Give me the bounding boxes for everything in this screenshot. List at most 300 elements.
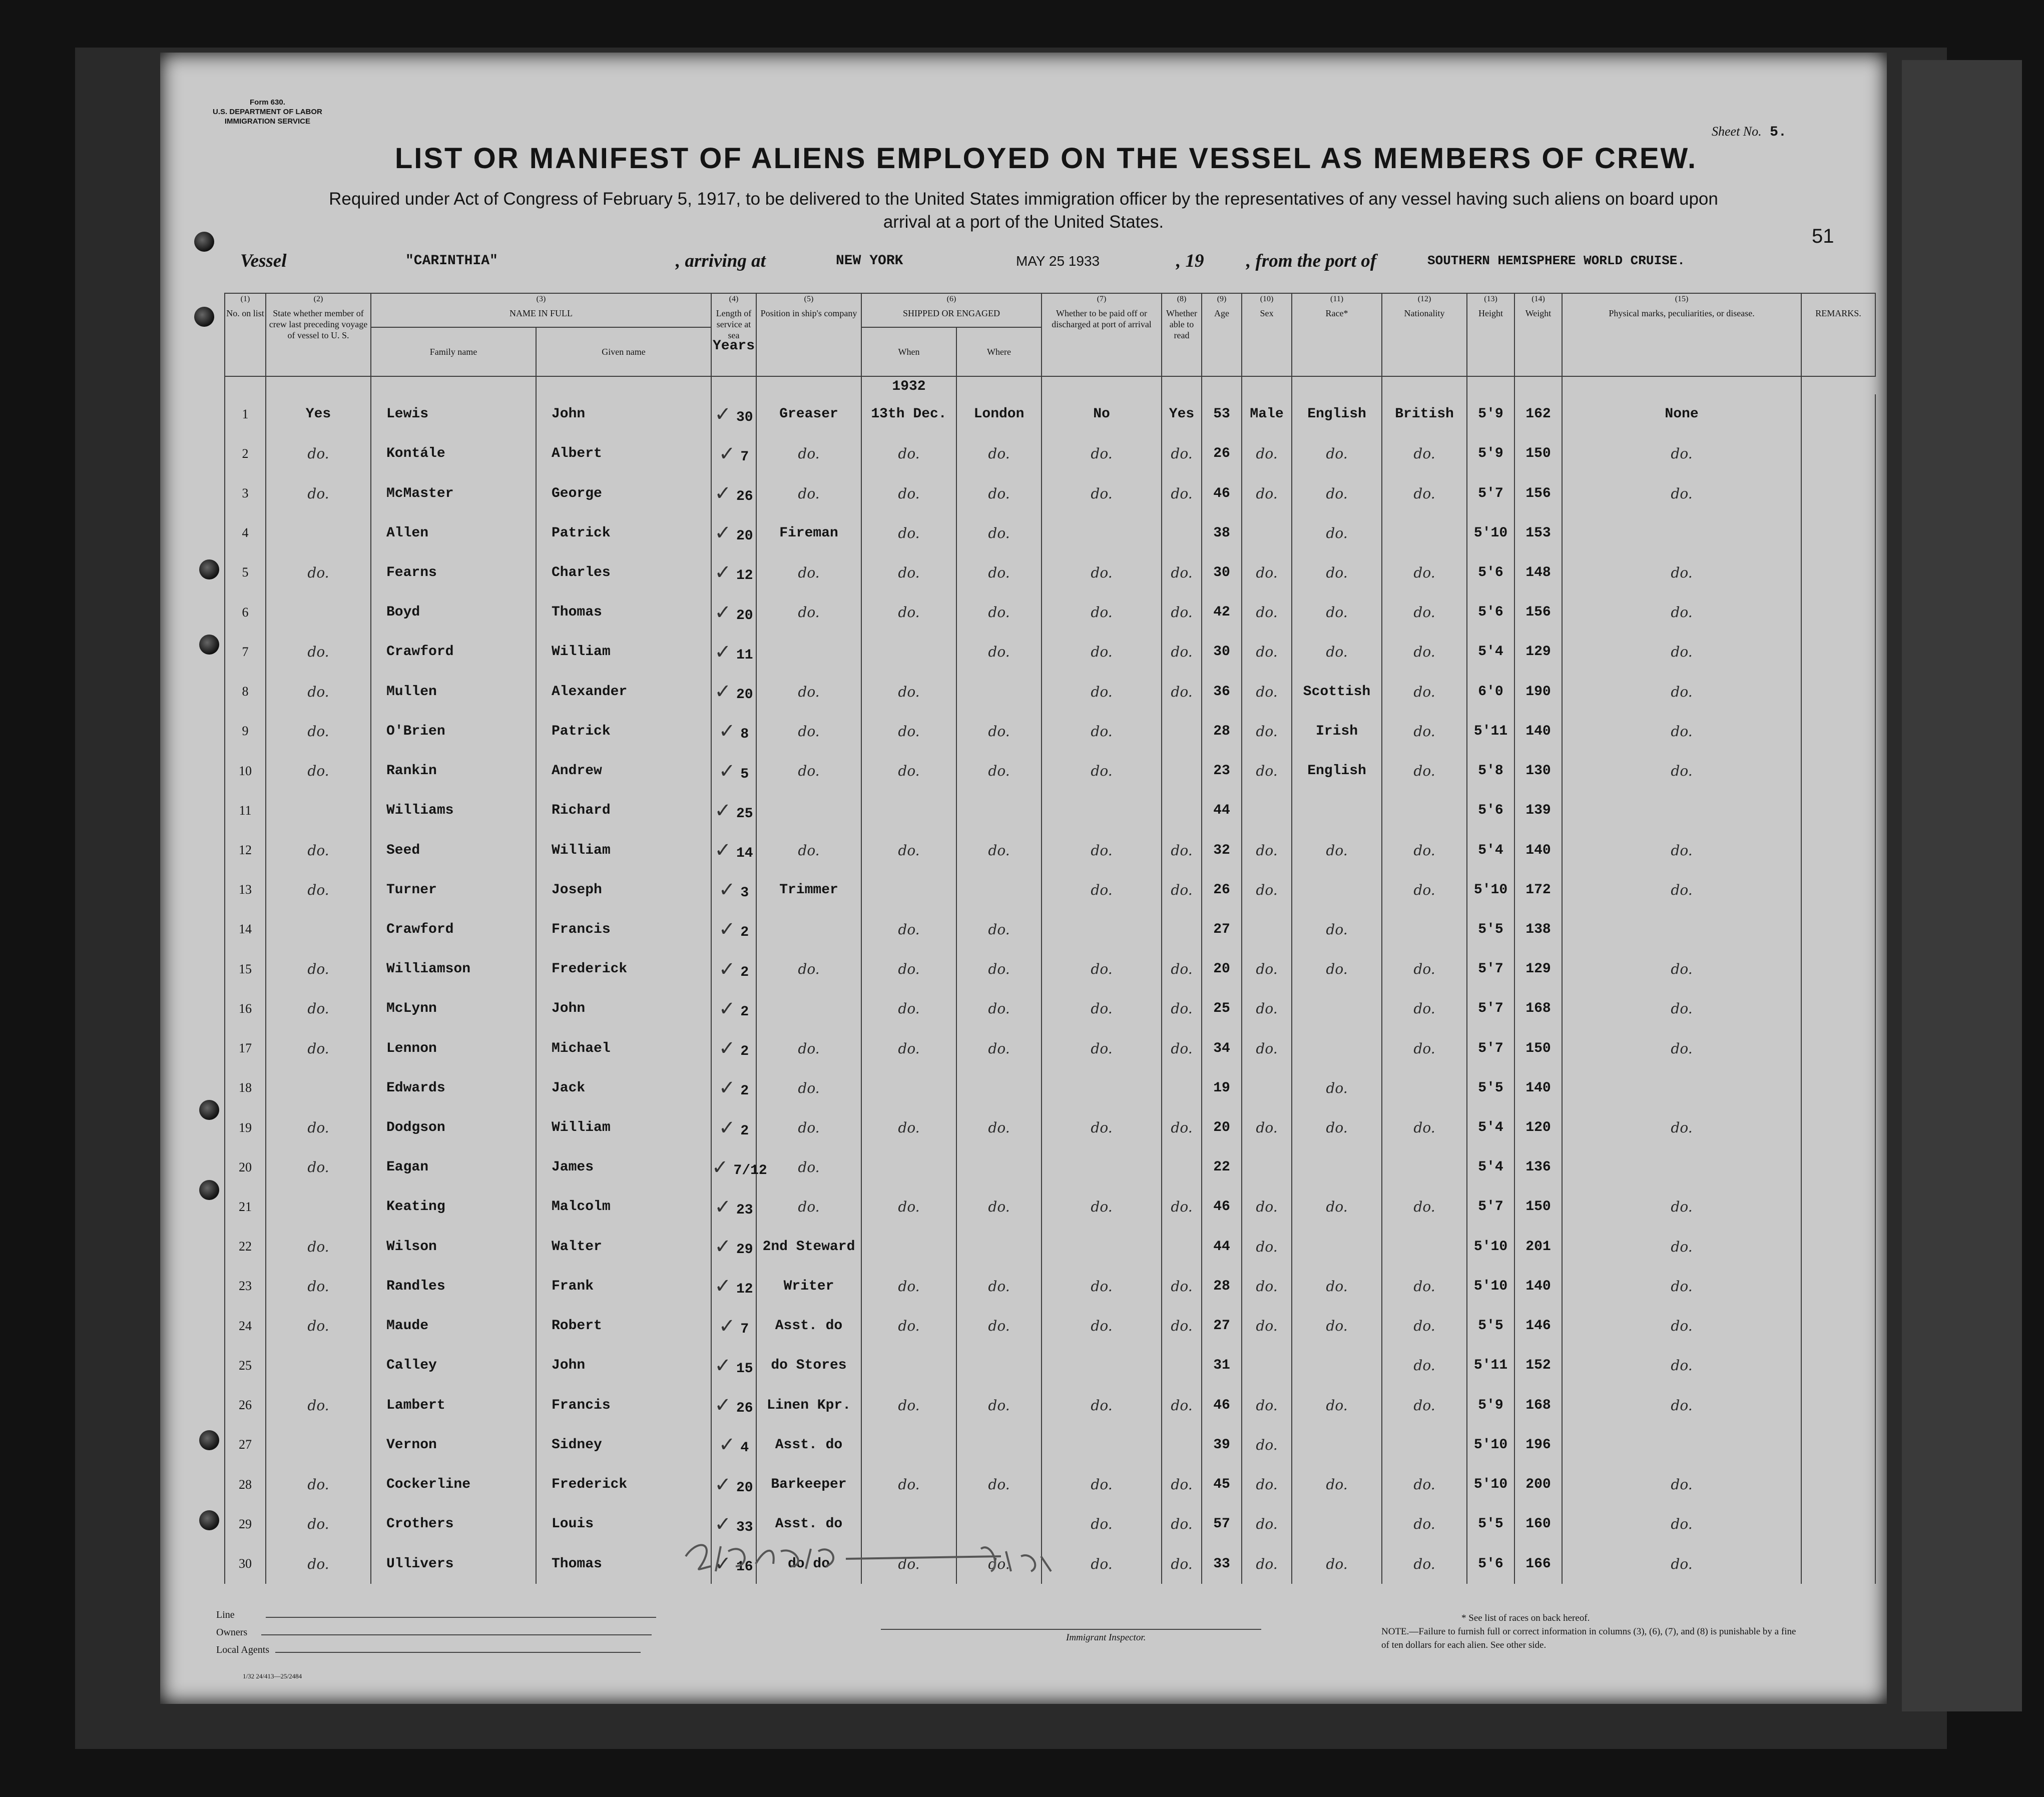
- service-value: 20: [736, 687, 753, 703]
- position-cell: Trimmer: [756, 870, 861, 910]
- prior-voyage-cell: Yes: [266, 394, 371, 434]
- row-number-cell: 29: [225, 1504, 266, 1544]
- sex-cell: do.: [1242, 1306, 1292, 1346]
- prior-voyage-cell: do.: [266, 1267, 371, 1306]
- shipped-where-cell: [956, 870, 1042, 910]
- page-shadow: [1902, 60, 2022, 1711]
- paid-off-cell: [1042, 1346, 1162, 1385]
- paid-off-cell: do.: [1042, 1187, 1162, 1227]
- able-to-read-cell: do.: [1162, 434, 1202, 473]
- shipped-when-cell: [861, 1346, 956, 1385]
- weight-cell: 201: [1514, 1227, 1562, 1267]
- when-header: When: [861, 327, 956, 376]
- shipped-when-cell: do.: [861, 473, 956, 513]
- given-name-cell: Thomas: [536, 1544, 711, 1584]
- check-mark-icon: ✓: [714, 601, 731, 624]
- check-mark-icon: ✓: [714, 1473, 731, 1496]
- able-to-read-cell: [1162, 1147, 1202, 1187]
- given-name-cell: John: [536, 394, 711, 434]
- able-to-read-cell: do.: [1162, 473, 1202, 513]
- physical-marks-cell: do.: [1562, 1267, 1801, 1306]
- shipped-when-cell: do.: [861, 1267, 956, 1306]
- height-cell: 5'4: [1467, 830, 1514, 870]
- line-row: [216, 1606, 656, 1624]
- height-cell: 5'10: [1467, 513, 1514, 553]
- table-row: [225, 1147, 1875, 1187]
- remarks-cell: [1801, 1227, 1875, 1267]
- race-cell: English: [1292, 751, 1382, 791]
- paid-off-cell: No: [1042, 394, 1162, 434]
- page-subtitle: Required under Act of Congress of February 5, 1917, to be delivered to the United States immigration officer by the representatives of any vessel having such aliens on board upon arrival at a port of the United States.: [329, 189, 1718, 232]
- check-mark-icon: ✓: [712, 1155, 729, 1179]
- remarks-cell: [1801, 1108, 1875, 1147]
- physical-marks-cell: [1562, 1425, 1801, 1465]
- vessel-line: [240, 250, 1757, 274]
- shipped-where-cell: do.: [956, 473, 1042, 513]
- paid-off-cell: [1042, 1425, 1162, 1465]
- physical-marks-cell: [1562, 910, 1801, 949]
- form-number: Form 630.: [250, 98, 285, 107]
- shipped-when-cell: do.: [861, 1544, 956, 1584]
- nationality-cell: do.: [1382, 989, 1467, 1028]
- able-to-read-cell: do.: [1162, 1544, 1202, 1584]
- age-cell: 33: [1202, 1544, 1242, 1584]
- nationality-cell: do.: [1382, 672, 1467, 712]
- table-row: [225, 394, 1875, 434]
- age-cell: 20: [1202, 949, 1242, 989]
- age-cell: 53: [1202, 394, 1242, 434]
- prior-voyage-cell: [266, 513, 371, 553]
- prior-voyage-cell: do.: [266, 553, 371, 592]
- position-cell: Barkeeper: [756, 1465, 861, 1504]
- col8-header: (8) Whether able to read: [1162, 293, 1202, 376]
- shipped-when-cell: [861, 1425, 956, 1465]
- col7-header: (7) Whether to be paid off or discharged at port of arrival: [1042, 293, 1162, 376]
- sex-cell: do.: [1242, 632, 1292, 672]
- row-number-cell: 3: [225, 473, 266, 513]
- shipped-when-cell: [861, 791, 956, 830]
- prior-voyage-cell: do.: [266, 712, 371, 751]
- service-value: 30: [736, 409, 753, 425]
- prior-voyage-cell: do.: [266, 830, 371, 870]
- position-cell: do.: [756, 1187, 861, 1227]
- table-row: [225, 1465, 1875, 1504]
- sex-cell: do.: [1242, 870, 1292, 910]
- col12-header: (12) Nationality: [1382, 293, 1467, 376]
- shipped-when-cell: 13th Dec.: [861, 394, 956, 434]
- race-cell: do.: [1292, 910, 1382, 949]
- remarks-cell: [1801, 632, 1875, 672]
- age-cell: 22: [1202, 1147, 1242, 1187]
- inspector-line: [881, 1629, 1261, 1630]
- age-cell: 27: [1202, 910, 1242, 949]
- table-row: [225, 870, 1875, 910]
- height-cell: 5'5: [1467, 1306, 1514, 1346]
- height-cell: 5'9: [1467, 1385, 1514, 1425]
- check-mark-icon: ✓: [714, 1394, 731, 1417]
- weight-cell: 168: [1514, 989, 1562, 1028]
- race-cell: [1292, 870, 1382, 910]
- service-value: 33: [736, 1519, 753, 1535]
- sex-cell: do.: [1242, 1267, 1292, 1306]
- row-number-cell: 22: [225, 1227, 266, 1267]
- paid-off-cell: [1042, 1068, 1162, 1108]
- physical-marks-cell: do.: [1562, 712, 1801, 751]
- table-row: [225, 989, 1875, 1028]
- sheet-label: Sheet No.: [1712, 124, 1762, 139]
- age-cell: 46: [1202, 1385, 1242, 1425]
- race-cell: do.: [1292, 830, 1382, 870]
- check-mark-icon: ✓: [714, 1512, 731, 1536]
- service-value: 26: [736, 489, 753, 505]
- weight-cell: 162: [1514, 394, 1562, 434]
- physical-marks-cell: do.: [1562, 949, 1801, 989]
- service-value: 14: [736, 846, 753, 862]
- paid-off-cell: do.: [1042, 949, 1162, 989]
- shipped-where-cell: do.: [956, 513, 1042, 553]
- position-cell: [756, 791, 861, 830]
- table-row: [225, 1267, 1875, 1306]
- shipped-where-cell: [956, 1425, 1042, 1465]
- shipped-when-cell: [861, 1068, 956, 1108]
- given-name-cell: John: [536, 989, 711, 1028]
- check-mark-icon: ✓: [718, 957, 736, 981]
- paid-off-cell: do.: [1042, 434, 1162, 473]
- able-to-read-cell: [1162, 1068, 1202, 1108]
- given-name-cell: Michael: [536, 1029, 711, 1068]
- nationality-cell: [1382, 1068, 1467, 1108]
- table-row: [225, 949, 1875, 989]
- nationality-cell: do.: [1382, 830, 1467, 870]
- paid-off-cell: do.: [1042, 632, 1162, 672]
- paid-off-cell: do.: [1042, 1306, 1162, 1346]
- age-cell: 57: [1202, 1504, 1242, 1544]
- given-name-cell: Robert: [536, 1306, 711, 1346]
- able-to-read-cell: do.: [1162, 672, 1202, 712]
- able-to-read-cell: do.: [1162, 1267, 1202, 1306]
- service-years-cell: [711, 473, 756, 513]
- sex-cell: do.: [1242, 949, 1292, 989]
- remarks-cell: [1801, 1504, 1875, 1544]
- paid-off-cell: [1042, 513, 1162, 553]
- position-cell: Linen Kpr.: [756, 1385, 861, 1425]
- shipped-when-cell: do.: [861, 949, 956, 989]
- able-to-read-cell: [1162, 513, 1202, 553]
- shipped-when-cell: do.: [861, 712, 956, 751]
- given-name-cell: Malcolm: [536, 1187, 711, 1227]
- sex-cell: do.: [1242, 1187, 1292, 1227]
- position-cell: Asst. do: [756, 1306, 861, 1346]
- table-row: [225, 592, 1875, 632]
- prior-voyage-cell: [266, 791, 371, 830]
- row-number-cell: 21: [225, 1187, 266, 1227]
- sex-cell: [1242, 513, 1292, 553]
- sex-cell: [1242, 910, 1292, 949]
- sex-cell: do.: [1242, 1227, 1292, 1267]
- prior-voyage-cell: do.: [266, 1029, 371, 1068]
- age-cell: 46: [1202, 1187, 1242, 1227]
- sex-cell: do.: [1242, 1465, 1292, 1504]
- family-name-cell: Vernon: [371, 1425, 536, 1465]
- given-name-cell: Thomas: [536, 592, 711, 632]
- service-value: 25: [736, 806, 753, 822]
- able-to-read-cell: Yes: [1162, 394, 1202, 434]
- nationality-cell: [1382, 1147, 1467, 1187]
- nationality-cell: do.: [1382, 1306, 1467, 1346]
- race-cell: do.: [1292, 1108, 1382, 1147]
- weight-cell: 140: [1514, 1267, 1562, 1306]
- able-to-read-cell: [1162, 1425, 1202, 1465]
- arriving-label: , arriving at: [676, 251, 766, 271]
- check-mark-icon: ✓: [718, 1314, 736, 1338]
- given-name-cell: Patrick: [536, 712, 711, 751]
- department: U.S. DEPARTMENT OF LABOR: [213, 108, 322, 116]
- table-row: [225, 434, 1875, 473]
- family-name-cell: Lambert: [371, 1385, 536, 1425]
- service-value: 2: [740, 925, 749, 941]
- shipped-when-cell: do.: [861, 434, 956, 473]
- nationality-cell: do.: [1382, 1544, 1467, 1584]
- shipped-where-cell: do.: [956, 434, 1042, 473]
- row-number-cell: 12: [225, 830, 266, 870]
- service-years-cell: [711, 1187, 756, 1227]
- height-cell: 5'5: [1467, 1504, 1514, 1544]
- paid-off-cell: do.: [1042, 553, 1162, 592]
- physical-marks-cell: do.: [1562, 1346, 1801, 1385]
- prior-voyage-cell: do.: [266, 1147, 371, 1187]
- nationality-cell: do.: [1382, 1465, 1467, 1504]
- col3-header: (3) NAME IN FULL: [371, 293, 711, 327]
- weight-cell: 120: [1514, 1108, 1562, 1147]
- check-mark-icon: ✓: [714, 1275, 731, 1298]
- able-to-read-cell: do.: [1162, 949, 1202, 989]
- print-code: 1/32 24/413—25/2484: [243, 1672, 302, 1680]
- table-row: [225, 672, 1875, 712]
- check-mark-icon: ✓: [718, 997, 736, 1020]
- check-mark-icon: ✓: [714, 799, 731, 822]
- service-value: 23: [736, 1202, 753, 1218]
- row-number-cell: 19: [225, 1108, 266, 1147]
- physical-marks-cell: do.: [1562, 989, 1801, 1028]
- row-number-cell: 8: [225, 672, 266, 712]
- col4-header: (4) Length of service at sea Years: [711, 293, 756, 376]
- able-to-read-cell: do.: [1162, 632, 1202, 672]
- height-cell: 5'10: [1467, 1425, 1514, 1465]
- position-cell: do.: [756, 1108, 861, 1147]
- row-number-cell: 15: [225, 949, 266, 989]
- height-cell: 5'9: [1467, 434, 1514, 473]
- remarks-cell: [1801, 712, 1875, 751]
- race-cell: [1292, 1504, 1382, 1544]
- paid-off-cell: do.: [1042, 751, 1162, 791]
- height-cell: 5'11: [1467, 712, 1514, 751]
- given-name-cell: Louis: [536, 1504, 711, 1544]
- weight-cell: 153: [1514, 513, 1562, 553]
- physical-marks-cell: do.: [1562, 1385, 1801, 1425]
- vessel-name: "CARINTHIA": [405, 253, 498, 269]
- race-cell: English: [1292, 394, 1382, 434]
- family-name-cell: Crothers: [371, 1504, 536, 1544]
- given-name-cell: Francis: [536, 1385, 711, 1425]
- race-cell: [1292, 1227, 1382, 1267]
- family-name-cell: Crawford: [371, 632, 536, 672]
- row-number-cell: 18: [225, 1068, 266, 1108]
- binding-hole: [199, 635, 219, 655]
- prior-voyage-cell: do.: [266, 672, 371, 712]
- weight-cell: 140: [1514, 712, 1562, 751]
- shipped-where-cell: do.: [956, 712, 1042, 751]
- family-name-cell: Edwards: [371, 1068, 536, 1108]
- service-years-cell: [711, 870, 756, 910]
- shipped-where-cell: do.: [956, 1306, 1042, 1346]
- height-cell: 5'7: [1467, 989, 1514, 1028]
- height-cell: 5'4: [1467, 1108, 1514, 1147]
- remarks-cell: [1801, 989, 1875, 1028]
- table-row: [225, 830, 1875, 870]
- given-name-cell: Andrew: [536, 751, 711, 791]
- prior-voyage-cell: do.: [266, 632, 371, 672]
- sex-cell: [1242, 1147, 1292, 1187]
- prior-voyage-cell: do.: [266, 1306, 371, 1346]
- sex-cell: Male: [1242, 394, 1292, 434]
- shipped-where-cell: do.: [956, 1465, 1042, 1504]
- check-mark-icon: ✓: [718, 1076, 736, 1100]
- family-name-cell: Dodgson: [371, 1108, 536, 1147]
- race-cell: Irish: [1292, 712, 1382, 751]
- height-cell: 5'10: [1467, 1465, 1514, 1504]
- remarks-cell: [1801, 949, 1875, 989]
- family-name-cell: Turner: [371, 870, 536, 910]
- race-cell: do.: [1292, 949, 1382, 989]
- family-name-cell: Mullen: [371, 672, 536, 712]
- row-number-cell: 7: [225, 632, 266, 672]
- service-years-cell: [711, 949, 756, 989]
- given-name-cell: William: [536, 632, 711, 672]
- height-cell: 5'7: [1467, 1187, 1514, 1227]
- nationality-cell: do.: [1382, 949, 1467, 989]
- paid-off-cell: do.: [1042, 1465, 1162, 1504]
- check-mark-icon: ✓: [718, 720, 736, 743]
- height-cell: 5'7: [1467, 1029, 1514, 1068]
- shipped-when-cell: do.: [861, 513, 956, 553]
- table-row: [225, 473, 1875, 513]
- service-years-cell: [711, 513, 756, 553]
- age-cell: 42: [1202, 592, 1242, 632]
- remarks-cell: [1801, 1147, 1875, 1187]
- service-years-cell: [711, 672, 756, 712]
- sex-cell: do.: [1242, 1504, 1292, 1544]
- service-years-cell: [711, 1147, 767, 1187]
- paid-off-cell: do.: [1042, 592, 1162, 632]
- remarks-cell: [1801, 1346, 1875, 1385]
- position-cell: do.: [756, 1068, 861, 1108]
- given-name-cell: James: [536, 1147, 711, 1187]
- age-cell: 32: [1202, 830, 1242, 870]
- prior-voyage-cell: do.: [266, 434, 371, 473]
- given-name-cell: Sidney: [536, 1425, 711, 1465]
- shipped-when-cell: do.: [861, 1187, 956, 1227]
- table-row: [225, 1227, 1875, 1267]
- shipped-where-cell: do.: [956, 1267, 1042, 1306]
- shipped-when-cell: do.: [861, 553, 956, 592]
- shipped-when-cell: do.: [861, 910, 956, 949]
- position-cell: [756, 632, 861, 672]
- inspector-signature: [681, 1536, 1061, 1576]
- shipped-where-cell: do.: [956, 910, 1042, 949]
- nationality-cell: do.: [1382, 1029, 1467, 1068]
- service: IMMIGRATION SERVICE: [224, 117, 310, 126]
- paid-off-cell: do.: [1042, 473, 1162, 513]
- arrival-date: MAY 25 1933: [1016, 253, 1100, 269]
- nationality-cell: [1382, 1425, 1467, 1465]
- weight-cell: 150: [1514, 1187, 1562, 1227]
- remarks-cell: [1801, 751, 1875, 791]
- age-cell: 25: [1202, 989, 1242, 1028]
- height-cell: 5'10: [1467, 1267, 1514, 1306]
- sex-cell: do.: [1242, 553, 1292, 592]
- owners-label: Owners: [216, 1627, 248, 1638]
- sex-cell: do.: [1242, 712, 1292, 751]
- service-years-cell: [711, 830, 756, 870]
- shipped-where-cell: [956, 1227, 1042, 1267]
- paid-off-cell: do.: [1042, 1504, 1162, 1544]
- paid-off-cell: do.: [1042, 1267, 1162, 1306]
- physical-marks-cell: do.: [1562, 434, 1801, 473]
- able-to-read-cell: do.: [1162, 1385, 1202, 1425]
- row-number-cell: 25: [225, 1346, 266, 1385]
- remarks-cell: [1801, 553, 1875, 592]
- able-to-read-cell: [1162, 712, 1202, 751]
- race-cell: [1292, 1346, 1382, 1385]
- family-name-cell: Lewis: [371, 394, 536, 434]
- prior-voyage-cell: [266, 1425, 371, 1465]
- line-label: Line: [216, 1609, 235, 1620]
- prior-voyage-cell: [266, 1346, 371, 1385]
- paid-off-cell: do.: [1042, 989, 1162, 1028]
- race-cell: [1292, 1029, 1382, 1068]
- nationality-cell: do.: [1382, 1187, 1467, 1227]
- check-mark-icon: ✓: [718, 918, 736, 941]
- remarks-cell: [1801, 791, 1875, 830]
- check-mark-icon: ✓: [718, 1433, 736, 1457]
- height-cell: 5'9: [1467, 394, 1514, 434]
- paid-off-cell: [1042, 791, 1162, 830]
- paid-off-cell: do.: [1042, 1544, 1162, 1584]
- penalty-note: NOTE.—Failure to furnish full or correct information in columns (3), (6), (7), and (8) is punishable by a fine of ten dollars for each alien. See other side.: [1381, 1626, 1796, 1650]
- family-name-cell: Cockerline: [371, 1465, 536, 1504]
- given-name-header: Given name: [536, 327, 711, 376]
- check-mark-icon: ✓: [714, 1195, 731, 1219]
- nationality-cell: do.: [1382, 1108, 1467, 1147]
- prior-voyage-cell: do.: [266, 989, 371, 1028]
- check-mark-icon: ✓: [714, 561, 731, 584]
- remarks-cell: [1801, 592, 1875, 632]
- crew-manifest-table: [224, 293, 1876, 1584]
- position-cell: Asst. do: [756, 1425, 861, 1465]
- shipped-where-cell: [956, 1346, 1042, 1385]
- check-mark-icon: ✓: [714, 680, 731, 704]
- binding-hole: [199, 1430, 219, 1450]
- shipped-when-cell: [861, 1147, 956, 1187]
- position-cell: do.: [756, 751, 861, 791]
- physical-marks-cell: do.: [1562, 672, 1801, 712]
- weight-cell: 168: [1514, 1385, 1562, 1425]
- agents-label: Local Agents: [216, 1644, 270, 1655]
- service-value: 20: [736, 1480, 753, 1496]
- nationality-cell: [1382, 513, 1467, 553]
- remarks-cell: [1801, 1544, 1875, 1584]
- weight-cell: 156: [1514, 592, 1562, 632]
